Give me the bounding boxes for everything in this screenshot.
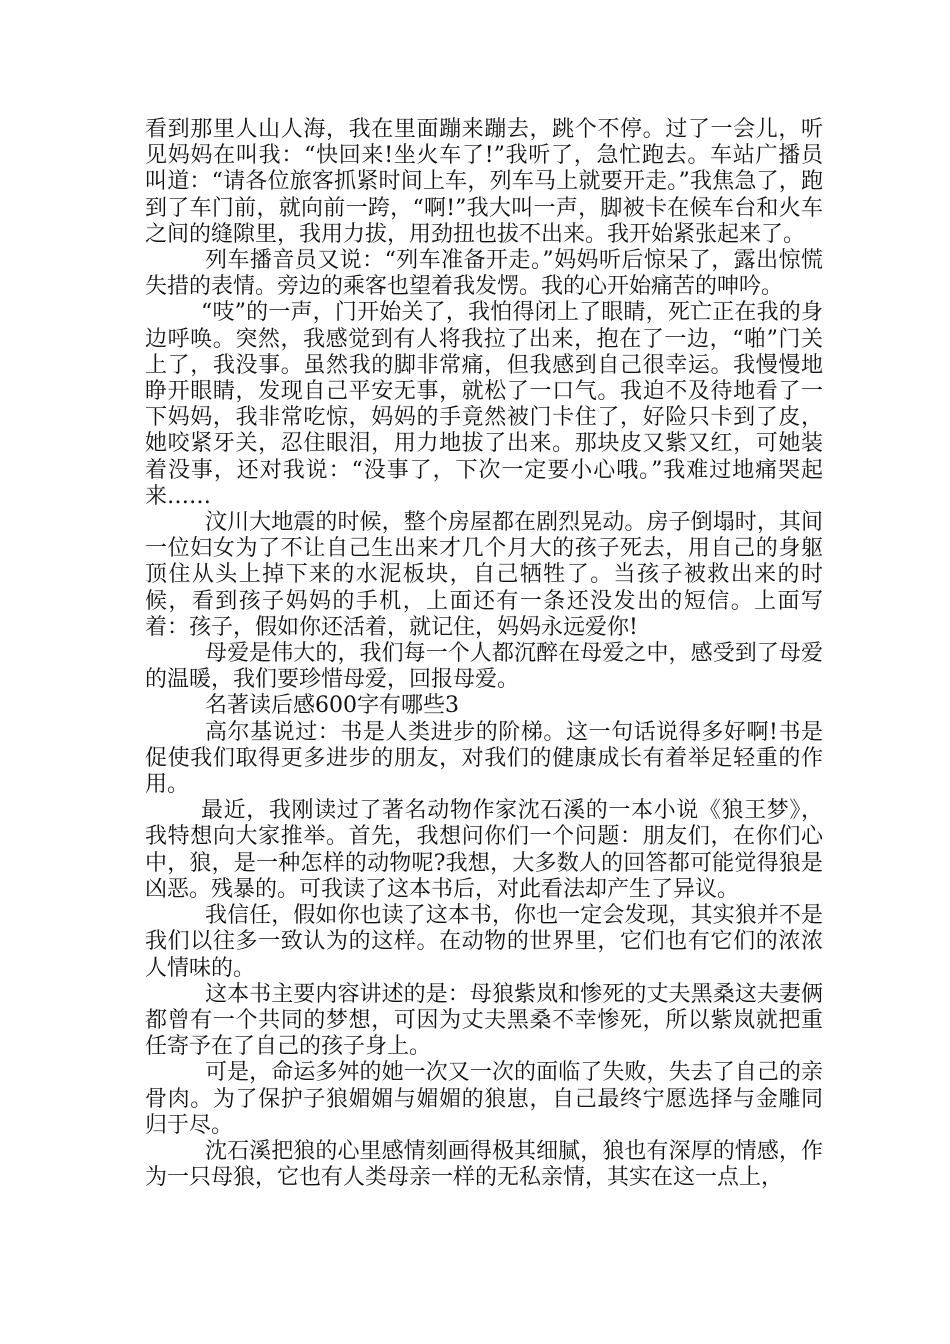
paragraph-belief: 我信任，假如你也读了这本书，你也一定会发现，其实狼并不是我们以往多一致认为的这样。在动物的世界里，它们也有它们的浓浓人情味的。	[145, 903, 823, 981]
paragraph-gorky: 高尔基说过：书是人类进步的阶梯。这一句话说得多好啊!书是促使我们取得更多进步的朋友，对我们的健康成长有着举足轻重的作用。	[145, 719, 823, 798]
paragraph-earthquake: 汶川大地震的时候，整个房屋都在剧烈晃动。房子倒塌时，其间一位妇女为了不让自己生出来才几个月大的孩子死去，用自己的身躯顶住从头上掉下来的水泥板块，自己牺牲了。当孩子被救出来的时候，看到孩子妈妈的手机，上面还有一条还没发出的短信。上面写着：孩子，假如你还活着，就记住，妈妈永远爱你!	[145, 510, 823, 640]
paragraph-fate: 可是，命运多舛的她一次又一次的面临了失败，失去了自己的亲骨肉。为了保护子狼媚媚与媚媚的狼崽，自己最终宁愿选择与金雕同归于尽。	[145, 1060, 823, 1138]
paragraph-train-station: 看到那里人山人海，我在里面蹦来蹦去，跳个不停。过了一会儿，听见妈妈在叫我：“快回来!坐火车了!”我听了，急忙跑去。车站广播员叫道：“请各位旅客抓紧时间上车，列车马上就要开走。”我焦急了，跑到了车门前，就向前一跨，“啊!”我大叫一声，脚被卡在候车台和火车之间的缝隙里，我用力拔，用劲扭也拔不出来。我开始紧张起来了。	[145, 117, 823, 247]
paragraph-door-closing: “吱”的一声，门开始关了，我怕得闭上了眼睛，死亡正在我的身边呼唤。突然，我感觉到有人将我拉了出来，抱在了一边，“啪”门关上了，我没事。虽然我的脚非常痛，但我感到自己很幸运。我慢慢地睁开眼睛，发现自己平安无事，就松了一口气。我迫不及待地看了一下妈妈，我非常吃惊，妈妈的手竟然被门卡住了，好险只卡到了皮，她咬紧牙关，忍住眼泪，用力地拔了出来。那块皮又紫又红，可她装着没事，还对我说：“没事了，下次一定要小心哦。”我难过地痛哭起来……	[145, 300, 823, 509]
paragraph-announcer: 列车播音员又说：“列车准备开走。”妈妈听后惊呆了，露出惊慌失措的表情。旁边的乘客也望着我发愣。我的心开始痛苦的呻吟。	[145, 248, 823, 300]
paragraph-author-portrayal: 沈石溪把狼的心里感情刻画得极其细腻，狼也有深厚的情感，作为一只母狼，它也有人类母亲一样的无私亲情，其实在这一点上，	[145, 1138, 823, 1191]
paragraph-mother-love: 母爱是伟大的，我们每一个人都沉醉在母爱之中，感受到了母爱的温暖，我们要珍惜母爱，回报母爱。	[145, 641, 823, 693]
paragraph-wolf-king-dream: 最近，我刚读过了著名动物作家沈石溪的一本小说《狼王梦》，我特想向大家推举。首先，我想问你们一个问题：朋友们，在你们心中，狼，是一种怎样的动物呢?我想，大多数人的回答都可能觉得狼是凶恶。残暴的。可我读了这本书后，对此看法却产生了异议。	[145, 798, 823, 902]
paragraph-summary: 这本书主要内容讲述的是：母狼紫岚和惨死的丈夫黑桑这夫妻俩都曾有一个共同的梦想，可因为丈夫黑桑不幸惨死，所以紫岚就把重任寄予在了自己的孩子身上。	[145, 981, 823, 1060]
document-body	[145, 117, 823, 1191]
section-heading: 名著读后感600字有哪些3	[205, 693, 459, 719]
